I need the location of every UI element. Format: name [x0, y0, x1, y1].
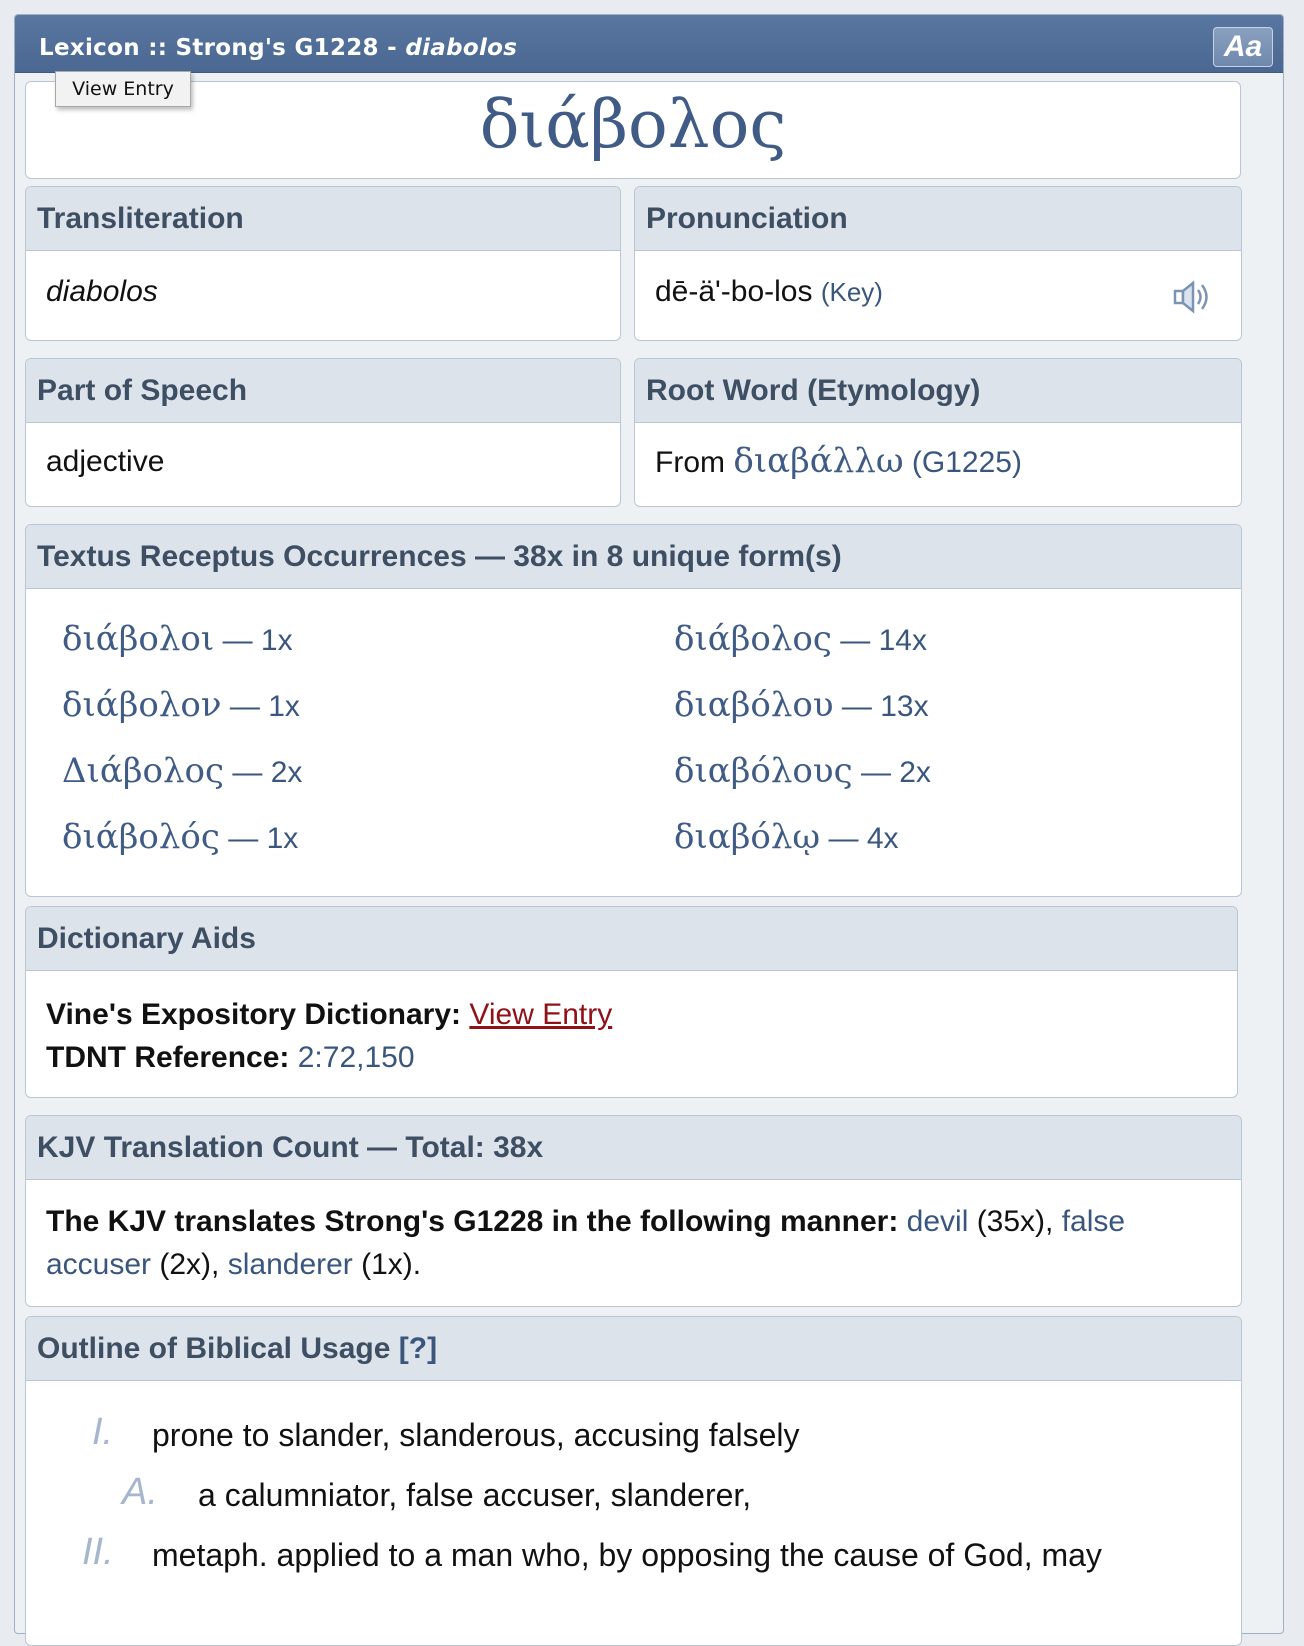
dictionary-aids-panel [25, 906, 1238, 1098]
occurrence-item[interactable]: διάβολον — 1x [62, 685, 300, 725]
lemma-header [25, 81, 1241, 179]
part-of-speech-value: adjective [46, 445, 165, 478]
dictionary-aids-heading: Dictionary Aids [26, 907, 1237, 971]
kjv-devil-link[interactable]: devil [906, 1205, 969, 1238]
font-size-button[interactable]: Aa [1213, 27, 1273, 67]
transliteration-panel [25, 186, 621, 341]
pronunciation-heading: Pronunciation [635, 187, 1241, 251]
tdnt-row [46, 1036, 1237, 1079]
lexicon-window [14, 14, 1284, 1634]
occurrence-item[interactable]: διάβολός — 1x [62, 817, 299, 857]
root-word-ref-link[interactable]: (G1225) [911, 446, 1022, 479]
occurrences-heading: Textus Receptus Occurrences — 38x in 8 unique form(s) [26, 525, 1241, 589]
window-titlebar [15, 15, 1283, 73]
outline-item: prone to slander, slanderous, accusing falsely [152, 1417, 800, 1453]
vines-label: Vine's Expository Dictionary: [46, 998, 462, 1031]
transliteration-value: diabolos [46, 275, 158, 308]
outline-num: I. [92, 1411, 114, 1453]
outline-num: A. [122, 1471, 158, 1513]
window-title: Lexicon :: Strong's G1228 - diabolos [39, 35, 518, 61]
occurrence-item[interactable]: Διάβολος — 2x [62, 751, 303, 791]
title-word: diabolos [405, 35, 518, 61]
transliteration-heading: Transliteration [26, 187, 620, 251]
root-word-heading: Root Word (Etymology) [635, 359, 1241, 423]
outline-heading: Outline of Biblical Usage [?] [26, 1317, 1241, 1381]
outline-item: a calumniator, false accuser, slanderer, [198, 1477, 752, 1513]
speaker-icon[interactable] [1173, 279, 1215, 323]
root-word-panel [634, 358, 1242, 507]
tdnt-reference-link[interactable]: 2:72,150 [297, 1041, 415, 1074]
pronunciation-value: dē-ä'-bo-los [655, 275, 813, 308]
occurrences-panel [25, 524, 1242, 897]
occurrence-item[interactable]: διάβολοι — 1x [62, 619, 293, 659]
tdnt-label: TDNT Reference: [46, 1041, 290, 1074]
root-word-prefix: From [655, 446, 725, 479]
lemma-word: διάβολος [479, 86, 787, 163]
outline-item: metaph. applied to a man who, by opposing the cause of God, may [152, 1537, 1102, 1573]
root-word-greek-link[interactable]: διαβάλλω [733, 441, 904, 481]
kjv-count-panel [25, 1115, 1242, 1307]
kjv-slanderer-link[interactable]: slanderer [227, 1248, 353, 1281]
vines-row [46, 993, 1237, 1036]
kjv-count-text: The KJV translates Strong's G1228 in the following manner: devil (35x), false accuser (2x), slanderer (1x). [46, 1205, 1126, 1281]
view-entry-tooltip: View Entry [55, 71, 191, 107]
vines-view-entry-link[interactable]: View Entry [469, 998, 613, 1031]
kjv-false-accuser-link[interactable]: false accuser [46, 1205, 1126, 1281]
occurrence-item[interactable]: διαβόλου — 13x [674, 685, 929, 725]
outline-panel [25, 1316, 1242, 1646]
kjv-count-heading: KJV Translation Count — Total: 38x [26, 1116, 1241, 1180]
occurrence-item[interactable]: διάβολος — 14x [674, 619, 927, 659]
pronunciation-key-link[interactable]: (Key) [820, 277, 883, 307]
outline-num: II. [82, 1531, 114, 1573]
part-of-speech-panel [25, 358, 621, 507]
outline-help-link[interactable]: [?] [398, 1332, 438, 1365]
occurrence-item[interactable]: διαβόλους — 2x [674, 751, 931, 791]
part-of-speech-heading: Part of Speech [26, 359, 620, 423]
pronunciation-panel [634, 186, 1242, 341]
occurrence-item[interactable]: διαβόλῳ — 4x [674, 817, 899, 857]
